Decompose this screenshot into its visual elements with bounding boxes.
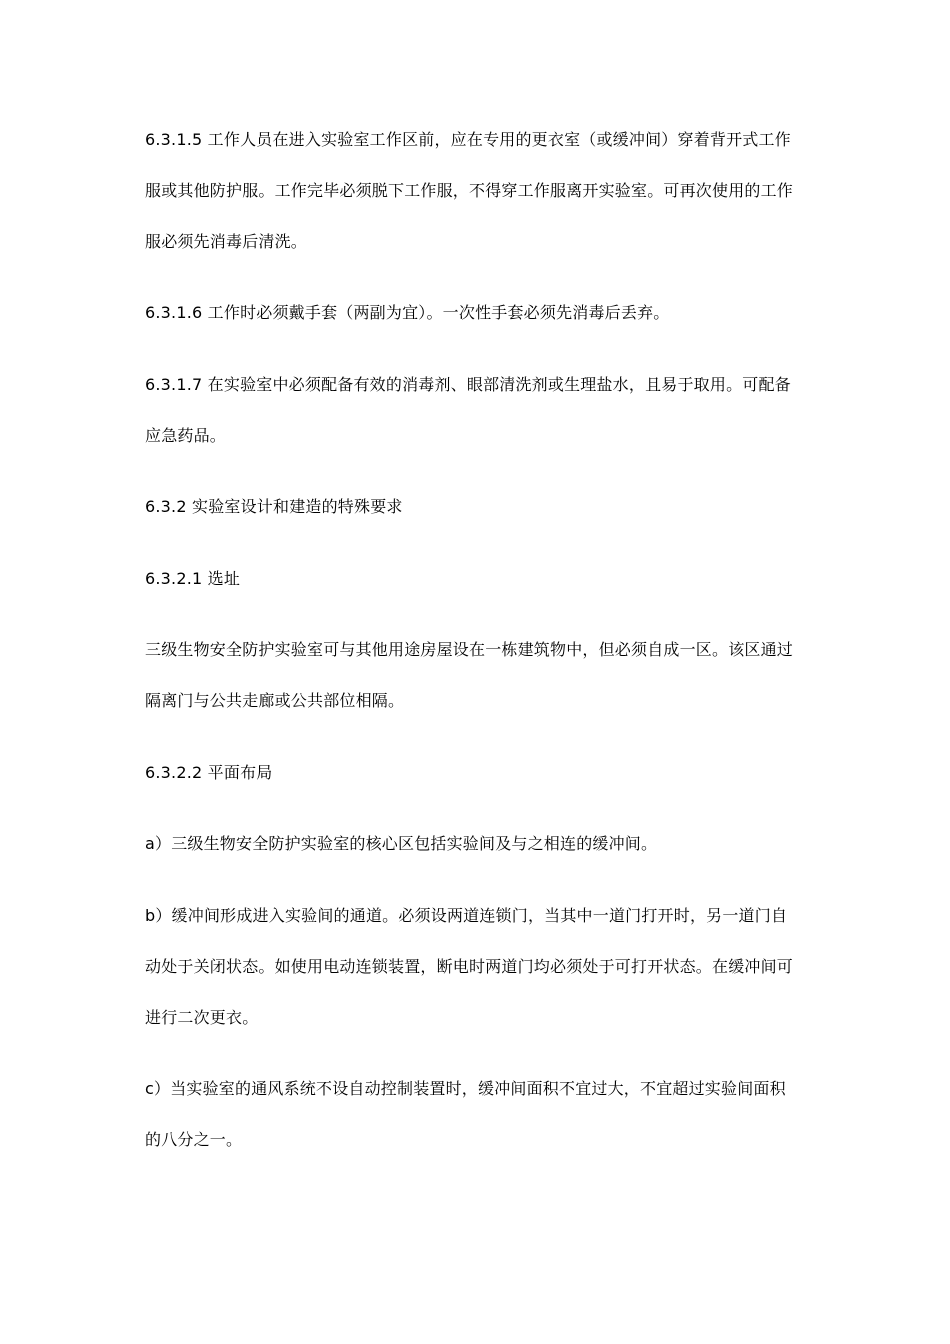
text-line: 服必须先消毒后清洗。: [145, 232, 308, 251]
text-line: 进行二次更衣。: [145, 1008, 259, 1027]
section-heading: 6.3.2.2 平面布局: [145, 763, 273, 782]
text-line: 的八分之一。: [145, 1130, 243, 1149]
section-heading: 6.3.2.1 选址: [145, 569, 241, 588]
list-item: b）缓冲间形成进入实验间的通道。必须设两道连锁门，当其中一道门打开时，另一道门自: [145, 906, 788, 925]
text-line: 6.3.1.5 工作人员在进入实验室工作区前，应在专用的更衣室（或缓冲间）穿着背开式工作: [145, 130, 791, 149]
text-line: 隔离门与公共走廊或公共部位相隔。: [145, 691, 405, 710]
text-line: 服或其他防护服。工作完毕必须脱下工作服，不得穿工作服离开实验室。可再次使用的工作: [145, 181, 794, 200]
list-item: c）当实验室的通风系统不设自动控制装置时，缓冲间面积不宜过大，不宜超过实验间面积: [145, 1079, 786, 1098]
text-line: 6.3.1.7 在实验室中必须配备有效的消毒剂、眼部清洗剂或生理盐水，且易于取用。可配备: [145, 375, 791, 394]
list-item: a）三级生物安全防护实验室的核心区包括实验间及与之相连的缓冲间。: [145, 834, 658, 853]
section-heading: 6.3.2 实验室设计和建造的特殊要求: [145, 497, 403, 516]
text-line: 动处于关闭状态。如使用电动连锁装置，断电时两道门均必须处于可打开状态。在缓冲间可: [145, 957, 794, 976]
text-line: 应急药品。: [145, 426, 227, 445]
text-line: 6.3.1.6 工作时必须戴手套（两副为宜）。一次性手套必须先消毒后丢弃。: [145, 303, 670, 322]
text-line: 三级生物安全防护实验室可与其他用途房屋设在一栋建筑物中，但必须自成一区。该区通过: [145, 640, 794, 659]
